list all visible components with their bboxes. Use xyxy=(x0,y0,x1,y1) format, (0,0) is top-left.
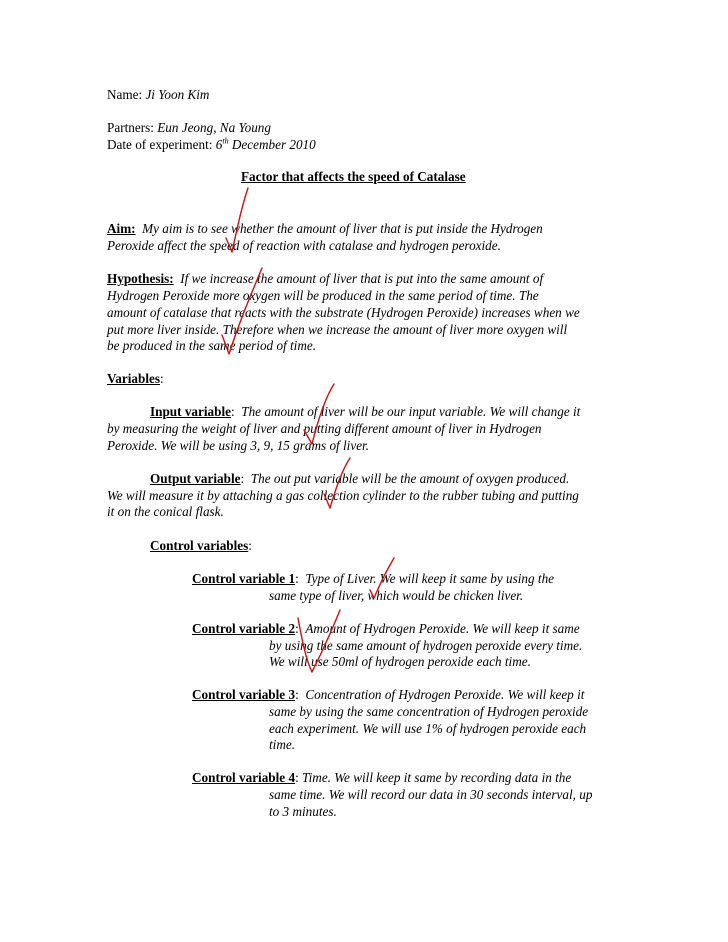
hypothesis-text: be produced in the same period of time. xyxy=(107,338,317,353)
name-value: Ji Yoon Kim xyxy=(145,87,210,102)
name-line xyxy=(107,86,209,103)
control-variable-3-label: Control variable 3 xyxy=(192,687,296,702)
hypothesis-line-3 xyxy=(107,304,580,321)
date-label: Date of experiment: xyxy=(107,137,216,152)
partners-value: Eun Jeong, Na Young xyxy=(157,120,271,135)
date-suffix: th xyxy=(222,136,229,146)
output-variable-line-1: Output variable: The out put variable will be the amount of oxygen produced. xyxy=(150,471,570,486)
control-variables-heading: Control variables: xyxy=(150,538,252,553)
control-variable-3-line-1: Control variable 3: Concentration of Hydrogen Peroxide. We will keep it xyxy=(192,687,585,702)
control-variable-1-text: same type of liver, which would be chicken liver. xyxy=(269,588,524,603)
date-rest: December 2010 xyxy=(228,137,316,152)
control-variable-2-line-1: Control variable 2: Amount of Hydrogen Peroxide. We will keep it same xyxy=(192,621,580,636)
document-title: Factor that affects the speed of Catalase xyxy=(241,169,466,184)
input-variable-line-2 xyxy=(107,420,542,437)
control-variable-4-text: Time. We will keep it same by recording data in the xyxy=(302,770,572,785)
control-variable-1-line-1: Control variable 1: Type of Liver. We will keep it same by using the xyxy=(192,571,555,586)
hypothesis-line-2 xyxy=(107,287,539,304)
hypothesis-line-5 xyxy=(107,337,316,354)
input-variable-text: The amount of liver will be our input variable. We will change it xyxy=(241,404,581,419)
control-variable-4-line-2 xyxy=(269,786,592,803)
control-variable-3-line-2 xyxy=(269,703,588,720)
control-variable-4-text: same time. We will record our data in 30 seconds interval, up xyxy=(269,787,593,802)
output-variable-line-2 xyxy=(107,487,579,504)
variables-heading xyxy=(107,370,164,387)
hypothesis-text: If we increase the amount of liver that is put into the same amount of xyxy=(180,271,544,286)
date-line xyxy=(107,136,316,153)
control-variable-2-text: Amount of Hydrogen Peroxide. We will keep it same xyxy=(305,621,580,636)
variables-colon: : xyxy=(160,371,164,386)
hypothesis-line-4 xyxy=(107,321,567,338)
control-variable-1-label: Control variable 1 xyxy=(192,571,296,586)
control-variable-1-line-2 xyxy=(269,587,523,604)
date-day: 6 xyxy=(215,137,223,152)
input-variable-text: by measuring the weight of liver and putting different amount of liver in Hydrogen xyxy=(107,421,542,436)
control-variable-3-line-4 xyxy=(269,736,295,753)
variables-label: Variables xyxy=(107,371,160,386)
control-variable-2-text: by using the same amount of hydrogen peroxide every time. xyxy=(269,638,583,653)
hypothesis-line-1 xyxy=(107,270,543,287)
partners-line xyxy=(107,119,271,136)
control-variable-4-text: to 3 minutes. xyxy=(269,804,337,819)
input-variable-text: Peroxide. We will be using 3, 9, 15 grams of liver. xyxy=(107,438,370,453)
aim-line-2 xyxy=(107,237,501,254)
control-variable-2-line-2 xyxy=(269,637,582,654)
output-variable-line-3 xyxy=(107,503,224,520)
hypothesis-text: amount of catalase that reacts with the substrate (Hydrogen Peroxide) increases when we xyxy=(107,305,580,320)
input-variable-line-1: Input variable: The amount of liver will be our input variable. We will change it xyxy=(150,404,581,419)
control-variable-3-line-3 xyxy=(269,720,586,737)
control-variable-2-line-3 xyxy=(269,653,531,670)
hypothesis-label: Hypothesis: xyxy=(107,271,174,286)
output-variable-text: We will measure it by attaching a gas collection cylinder to the rubber tubing and putting xyxy=(107,488,579,503)
control-variable-4-line-3 xyxy=(269,803,337,820)
control-variable-3-text: same by using the same concentration of Hydrogen peroxide xyxy=(269,704,589,719)
control-variable-2-text: We will use 50ml of hydrogen peroxide each time. xyxy=(269,654,531,669)
name-label: Name: xyxy=(107,87,146,102)
control-variable-3-text: Concentration of Hydrogen Peroxide. We will keep it xyxy=(305,687,585,702)
input-variable-label: Input variable xyxy=(150,404,231,419)
hypothesis-text: put more liver inside. Therefore when we increase the amount of liver more oxygen will xyxy=(107,322,568,337)
control-variable-1-text: Type of Liver. We will keep it same by using the xyxy=(305,571,555,586)
control-variable-2-label: Control variable 2 xyxy=(192,621,296,636)
aim-label: Aim: xyxy=(107,221,136,236)
aim-text: My aim is to see whether the amount of liver that is put inside the Hydrogen xyxy=(142,221,543,236)
input-variable-line-3 xyxy=(107,437,369,454)
control-variable-4-line-1: Control variable 4: Time. We will keep it same by recording data in the xyxy=(192,770,572,785)
control-variable-4-label: Control variable 4 xyxy=(192,770,296,785)
output-variable-text: it on the conical flask. xyxy=(107,504,224,519)
control-variable-3-text: each experiment. We will use 1% of hydrogen peroxide each xyxy=(269,721,587,736)
aim-line-1 xyxy=(107,220,543,237)
output-variable-text: The out put variable will be the amount of oxygen produced. xyxy=(250,471,570,486)
control-variable-3-text: time. xyxy=(269,737,296,752)
hypothesis-text: Hydrogen Peroxide more oxygen will be produced in the same period of time. The xyxy=(107,288,539,303)
partners-label: Partners: xyxy=(107,120,158,135)
control-variables-label: Control variables xyxy=(150,538,249,553)
output-variable-label: Output variable xyxy=(150,471,241,486)
aim-text: Peroxide affect the speed of reaction with catalase and hydrogen peroxide. xyxy=(107,238,501,253)
